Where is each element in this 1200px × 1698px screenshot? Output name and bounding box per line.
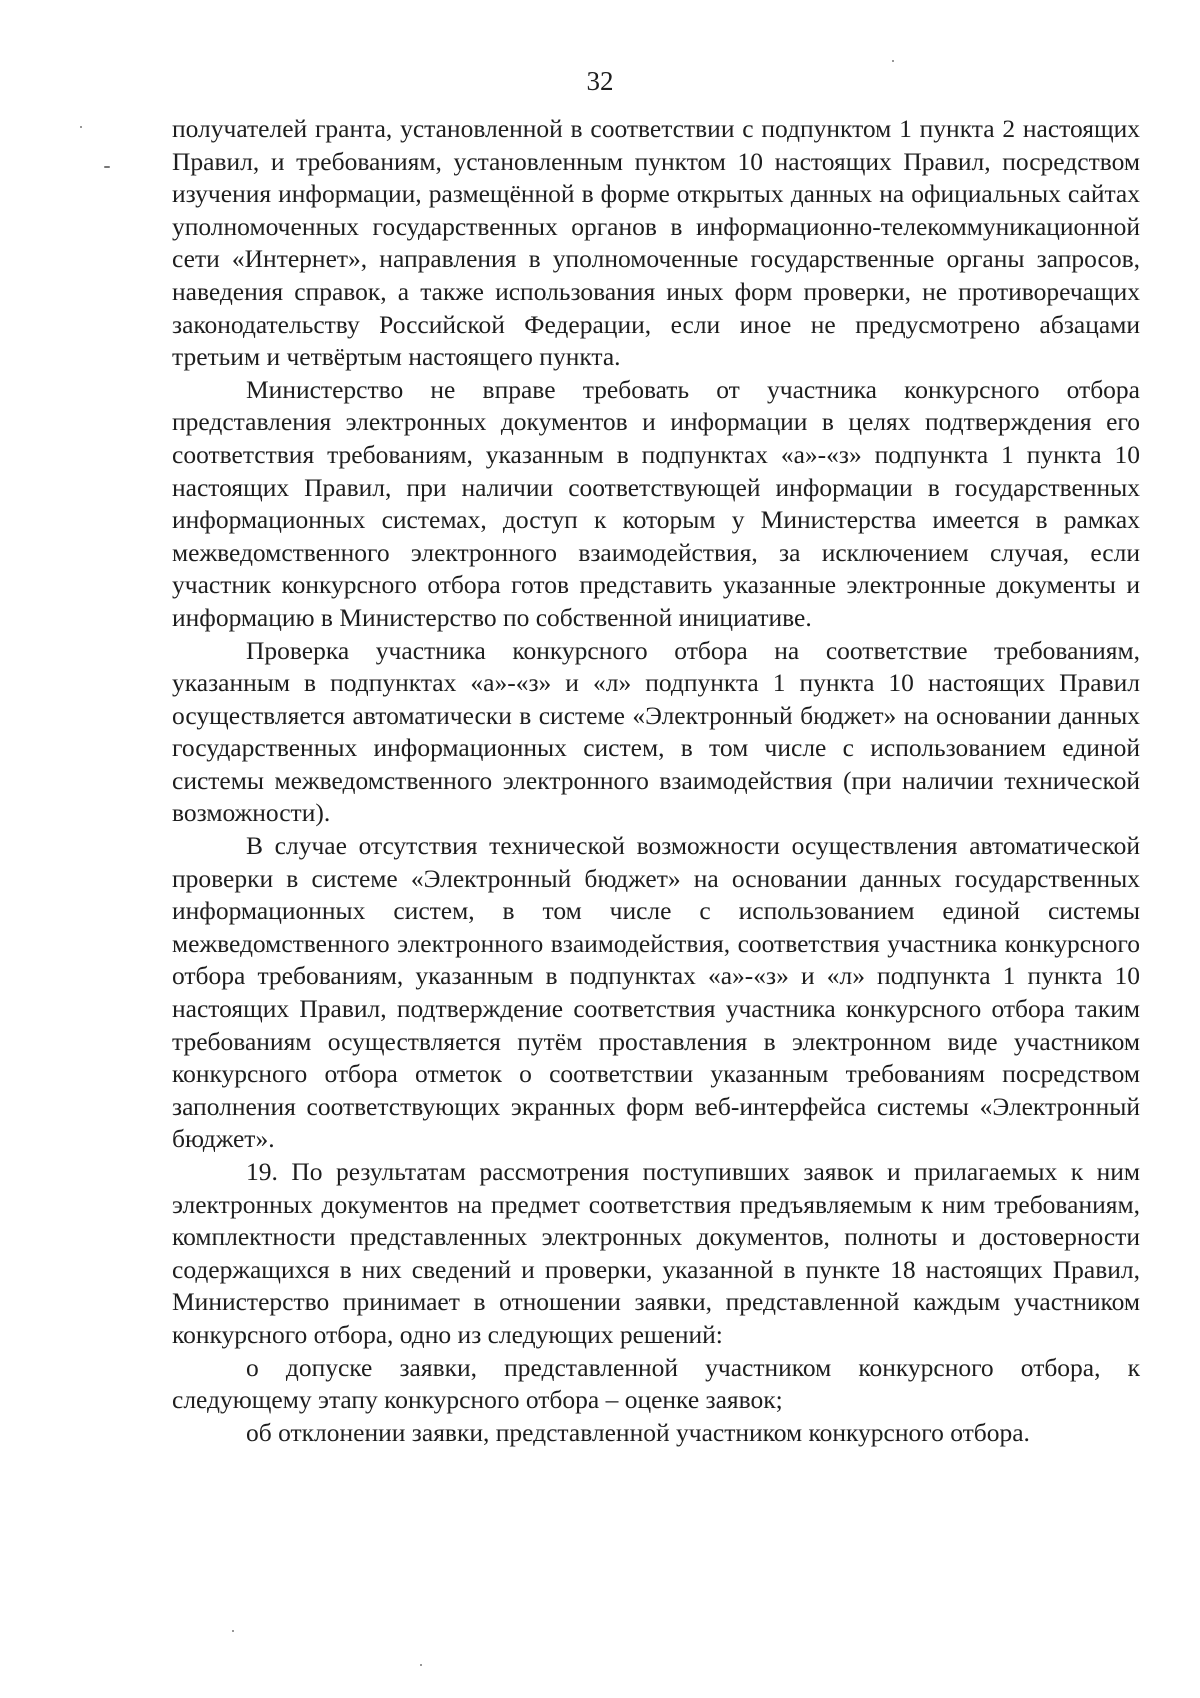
paragraph-no-technical-possibility: В случае отсутствия технической возможности осуществления автоматической проверки в системе «Электронный бюджет» на основании данных государственных информационных систем, в том числе с использованием единой системы межведомственного электронного взаимодействия, соответствия участника конкурсного отбора требованиям, указанным в подпунктах «а»-«з» и «л» подпункта 1 пункта 10 настоящих Правил, подтверждение соответствия участника конкурсного отбора таким требованиям осуществляется путём проставления в электронном виде участником конкурсного отбора отметок о соответствии указанным требованиям посредством заполнения соответствующих экранных форм веб-интерфейса системы «Электронный бюджет».: [172, 831, 1140, 1154]
page-number: 32: [586, 66, 614, 96]
paragraph-decision-reject: об отклонении заявки, представленной участником конкурсного отбора.: [246, 1417, 1030, 1447]
scan-speck: [892, 60, 894, 62]
paragraph-automatic-check: Проверка участника конкурсного отбора на соответствие требованиям, указанным в подпунктах «а»-«з» и «л» подпункта 1 пункта 10 настоящих Правил осуществляется автоматически в системе «Электронный бюджет» на основании данных государственных информационных систем, в том числе с использованием единой системы межведомственного электронного взаимодействия (при наличии технической возможности).: [172, 635, 1140, 828]
scan-speck: [232, 1630, 234, 1632]
scan-speck: [104, 166, 110, 168]
paragraph-item-19: 19. По результатам рассмотрения поступивших заявок и прилагаемых к ним электронных документов на предмет соответствия предъявляемым к ним требованиям, комплектности представленных электронных документов, полноты и достоверности содержащихся в них сведений и проверки, указанной в пункте 18 настоящих Правил, Министерство принимает в отношении заявки, представленной каждым участником конкурсного отбора, одно из следующих решений:: [172, 1157, 1140, 1349]
paragraph-continuation: получателей гранта, установленной в соответствии с подпунктом 1 пункта 2 настоящих Правил, и требованиям, установленным пунктом 10 настоящих Правил, посредством изучения информации, размещённой в форме открытых данных на официальных сайтах уполномоченных государственных органов в информационно-телекоммуникационной сети «Интернет», направления в уполномоченные государственные органы запросов, наведения справок, а также использования иных форм проверки, не противоречащих законодательству Российской Федерации, если иное не предусмотрено абзацами третьим и четвёртым настоящего пункта.: [172, 114, 1140, 372]
scan-speck: [420, 1664, 422, 1666]
paragraph-ministry-not-entitled: Министерство не вправе требовать от участника конкурсного отбора представления электронных документов и информации в целях подтверждения его соответствия требованиям, указанным в подпунктах «а»-«з» подпункта 1 пункта 10 настоящих Правил, при наличии соответствующей информации в государственных информационных системах, доступ к которым у Министерства имеется в рамках межведомственного электронного взаимодействия, за исключением случая, если участник конкурсного отбора готов представить указанные электронные документы и информацию в Министерство по собственной инициативе.: [172, 374, 1140, 632]
paragraph-decision-admit: о допуске заявки, представленной участником конкурсного отбора, к следующему этапу конкурсного отбора – оценке заявок;: [172, 1352, 1140, 1415]
document-body: [172, 113, 1140, 1449]
scan-speck: [80, 126, 82, 128]
